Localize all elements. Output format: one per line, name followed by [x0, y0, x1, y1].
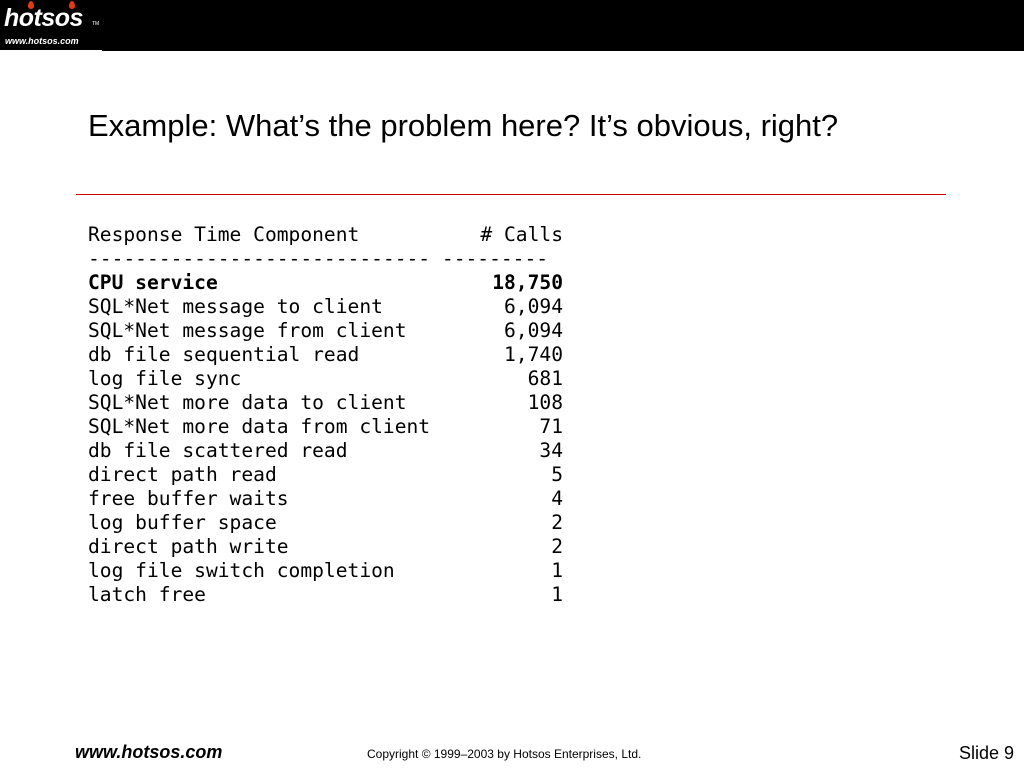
response-time-table [88, 223, 568, 607]
title-divider [76, 194, 946, 195]
table-row [88, 391, 568, 415]
row-component: log file sync [88, 367, 242, 390]
row-component: SQL*Net more data to client [88, 391, 407, 414]
row-calls: 71 [539, 415, 563, 438]
logo-url: www.hotsos.com [5, 36, 79, 46]
row-component: log buffer space [88, 511, 277, 534]
table-separator: ----------------------------- --------- [88, 247, 549, 270]
logo-underline [0, 50, 102, 52]
table-row [88, 415, 568, 439]
table-row [88, 535, 568, 559]
table-row [88, 295, 568, 319]
row-component: db file sequential read [88, 343, 360, 366]
header-bar [0, 0, 1024, 51]
row-calls: 681 [527, 367, 563, 390]
table-row [88, 511, 568, 535]
row-component: SQL*Net more data from client [88, 415, 431, 438]
table-row [88, 439, 568, 463]
row-calls: 1 [551, 583, 563, 606]
slide-title: Example: What’s the problem here? It’s obvious, right? [88, 108, 839, 143]
row-component: direct path read [88, 463, 277, 486]
logo-wordmark: hotsos [4, 4, 83, 32]
logo-trademark: TM [92, 21, 100, 27]
row-calls: 4 [551, 487, 563, 510]
slide-number: Slide 9 [958, 743, 1014, 763]
row-calls: 2 [551, 535, 563, 558]
table-row [88, 559, 568, 583]
column-header-component: Response Time Component [88, 223, 360, 246]
table-row [88, 319, 568, 343]
row-component: log file switch completion [88, 559, 395, 582]
row-component: db file scattered read [88, 439, 348, 462]
row-component: direct path write [88, 535, 289, 558]
table-row [88, 583, 568, 607]
row-calls: 2 [551, 511, 563, 534]
table-header-row [88, 223, 568, 247]
row-calls: 1 [551, 559, 563, 582]
row-calls: 1,740 [504, 343, 563, 366]
row-calls: 5 [551, 463, 563, 486]
row-component: latch free [88, 583, 206, 606]
table-row [88, 367, 568, 391]
row-component: SQL*Net message from client [88, 319, 407, 342]
row-calls: 6,094 [504, 319, 563, 342]
table-row [88, 487, 568, 511]
footer-url[interactable]: www.hotsos.com [75, 742, 223, 762]
row-calls: 6,094 [504, 295, 563, 318]
row-component: SQL*Net message to client [88, 295, 383, 318]
table-row [88, 343, 568, 367]
hotsos-logo[interactable] [0, 0, 102, 51]
row-calls: 18,750 [492, 271, 563, 294]
row-calls: 108 [527, 391, 563, 414]
table-row [88, 463, 568, 487]
row-component: CPU service [88, 271, 218, 294]
column-header-calls: # Calls [480, 223, 563, 246]
footer-copyright: Copyright © 1999–2003 by Hotsos Enterprises, Ltd. [367, 747, 642, 761]
row-calls: 34 [539, 439, 563, 462]
table-row [88, 271, 568, 295]
table-body [88, 271, 568, 607]
row-component: free buffer waits [88, 487, 289, 510]
